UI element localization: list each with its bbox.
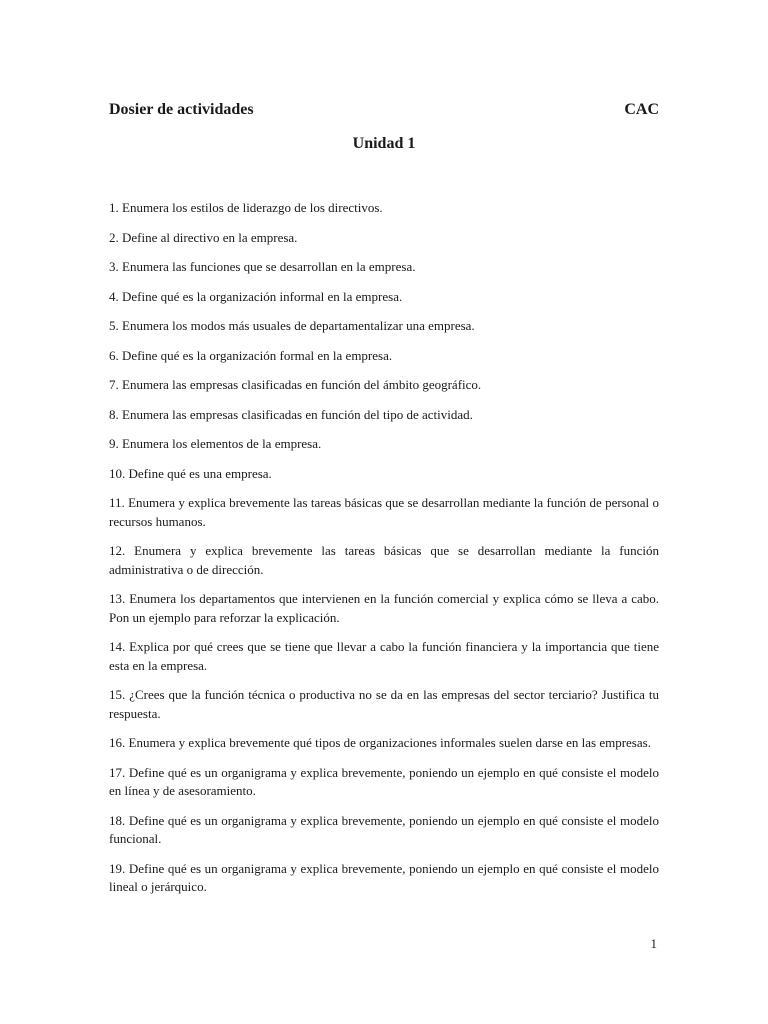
question-item: 2. Define al directivo en la empresa. [109,229,298,245]
question-item: 3. Enumera las funciones que se desarrollan en la empresa. [109,259,416,274]
question-item: 11. Enumera y explica brevemente las tareas básicas que se desarrollan mediante la función de personal o recursos humanos. [109,495,659,529]
question-item: 17. Define qué es un organigrama y explica brevemente, poniendo un ejemplo en qué consiste el modelo en línea y de asesoramiento. [109,764,659,798]
question-item: 6. Define qué es la organización formal en la empresa. [109,347,393,363]
question-item: 1. Enumera los estilos de liderazgo de los directivos. [109,200,383,215]
question-item: 16. Enumera y explica brevemente qué tipos de organizaciones informales suelen darse en las empresas. [109,735,651,750]
question-item: 7. Enumera las empresas clasificadas en función del ámbito geográfico. [109,377,482,392]
question-item: 4. Define qué es la organización informal en la empresa. [109,288,403,304]
question-item: 15. ¿Crees que la función técnica o productiva no se da en las empresas del sector terciario? Justifica tu respuesta. [109,687,659,721]
unit-title: Unidad 1 [352,135,416,152]
page-number: 1 [650,936,657,951]
question-item: 14. Explica por qué crees que se tiene que llevar a cabo la función financiera y la importancia que tiene esta en la empresa. [109,639,659,673]
question-item: 12. Enumera y explica brevemente las tareas básicas que se desarrollan mediante la función administrativa o de dirección. [109,543,659,577]
question-item: 18. Define qué es un organigrama y explica brevemente, poniendo un ejemplo en qué consiste el modelo funcional. [109,812,659,846]
course-code: CAC [624,101,659,118]
question-list [109,199,659,908]
question-item: 9. Enumera los elementos de la empresa. [109,436,322,451]
question-item: 5. Enumera los modos más usuales de departamentalizar una empresa. [109,318,475,333]
document-header [109,101,659,125]
question-item: 8. Enumera las empresas clasificadas en función del tipo de actividad. [109,406,473,422]
question-item: 10. Define qué es una empresa. [109,465,272,481]
document-title: Dosier de actividades [109,101,254,118]
question-item: 13. Enumera los departamentos que intervienen en la función comercial y explica cómo se lleva a cabo. Pon un ejemplo para reforzar la explicación. [109,591,659,625]
question-item: 19. Define qué es un organigrama y explica brevemente, poniendo un ejemplo en qué consiste el modelo lineal o jerárquico. [109,860,659,894]
